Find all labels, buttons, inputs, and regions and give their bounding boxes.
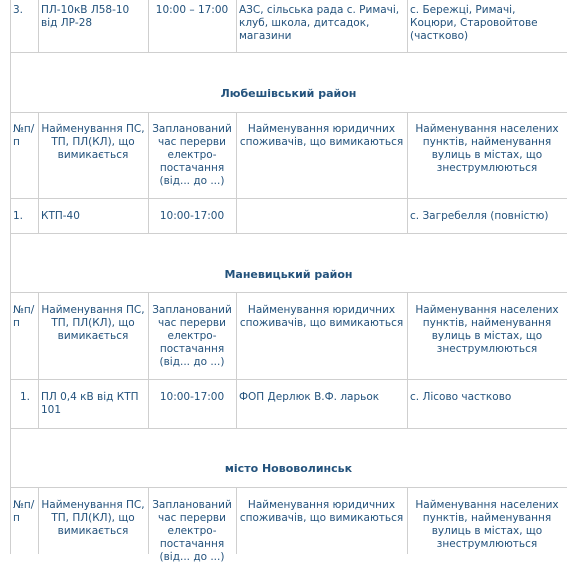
row-divider [10, 428, 567, 429]
district-title: місто Нововолинськ [224, 462, 353, 475]
header-settlements: Найменування населених пунктів, найменування вулиць в містах, що знеструмлюються [415, 304, 559, 355]
header-time: Запланований час перерви електро-постачання (від... до ...) [152, 304, 232, 368]
row-number: 1. [19, 391, 31, 403]
header-num: №п/п [13, 304, 35, 329]
header-name: Найменування ПС, ТП, ПЛ(КЛ), що вимикається [41, 499, 145, 537]
column-divider [407, 0, 408, 52]
row-divider [10, 233, 567, 234]
column-divider [38, 487, 39, 554]
line-name: ПЛ-10кВ Л58-10 від ЛР-28 [41, 4, 130, 29]
column-divider [236, 292, 237, 428]
column-divider [236, 0, 237, 52]
district-title: Любешівський район [220, 87, 357, 100]
row-divider [10, 112, 567, 113]
header-name: Найменування ПС, ТП, ПЛ(КЛ), що вимикається [41, 123, 145, 161]
header-name: Найменування ПС, ТП, ПЛ(КЛ), що вимикається [41, 304, 145, 342]
consumers: АЗС, сільська рада с. Римачі, клуб, школа, дитсадок, магазини [239, 4, 400, 42]
line-name: ПЛ 0,4 кВ від КТП 101 [41, 391, 139, 416]
row-divider [10, 292, 567, 293]
header-consumers: Найменування юридичних споживачів, що вимикаються [239, 304, 404, 329]
header-consumers: Найменування юридичних споживачів, що вимикаються [239, 123, 404, 148]
column-divider [407, 292, 408, 428]
column-divider [407, 112, 408, 233]
header-time: Запланований час перерви електро-постачання (від... до ...) [152, 499, 232, 563]
column-divider [407, 487, 408, 554]
header-consumers: Найменування юридичних споживачів, що вимикаються [239, 499, 404, 524]
line-name: КТП-40 [41, 210, 80, 222]
outage-time: 10:00-17:00 [159, 210, 225, 222]
column-divider [148, 292, 149, 428]
header-num: №п/п [13, 499, 35, 524]
column-divider [38, 0, 39, 52]
row-divider [10, 198, 567, 199]
column-divider [236, 487, 237, 554]
district-title: Маневицький район [224, 268, 353, 281]
outage-time: 10:00 – 17:00 [155, 4, 229, 16]
row-divider [10, 487, 567, 488]
row-divider [10, 379, 567, 380]
header-settlements: Найменування населених пунктів, найменування вулиць в містах, що знеструмлюються [415, 499, 559, 550]
header-num: №п/п [13, 123, 35, 148]
settlements: с. Загребелля (повністю) [410, 210, 549, 222]
outage-time: 10:00-17:00 [159, 391, 225, 403]
column-divider [38, 112, 39, 233]
row-divider [10, 52, 567, 53]
column-divider [38, 292, 39, 428]
header-settlements: Найменування населених пунктів, найменування вулиць в містах, що знеструмлюються [415, 123, 559, 174]
row-number: 3. [13, 4, 24, 16]
settlements: с. Лісово частково [410, 391, 512, 403]
header-time: Запланований час перерви електро-постачання (від... до ...) [152, 123, 232, 187]
row-number: 1. [13, 210, 24, 222]
settlements: с. Бережці, Римачі, Коцюри, Старовойтове (частково) [410, 4, 538, 42]
column-divider [236, 112, 237, 233]
consumers: ФОП Дерлюк В.Ф. ларьок [239, 391, 380, 403]
column-divider [148, 487, 149, 554]
